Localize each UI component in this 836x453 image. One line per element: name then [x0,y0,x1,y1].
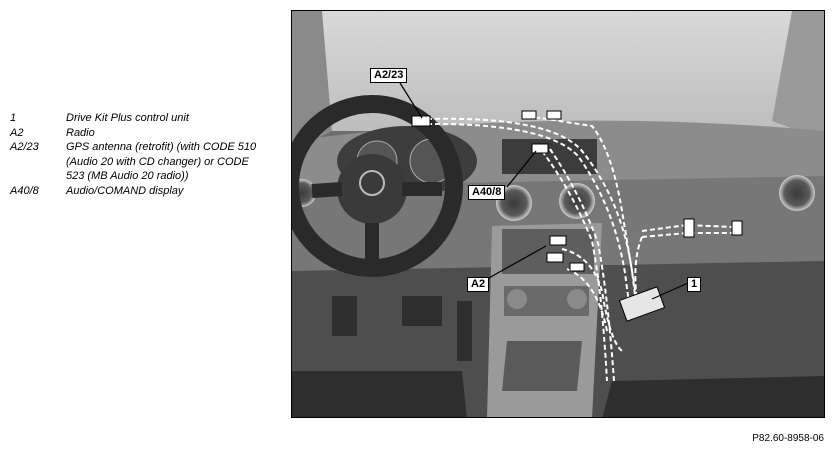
connector [684,219,694,237]
figure-reference: P82.60-8958-06 [752,433,824,444]
steering-hub [337,154,407,224]
storage-tray [502,341,582,391]
callout-a2: A2 [467,277,489,292]
display-screen [502,139,597,174]
connector [547,111,561,119]
connector [732,221,742,235]
vent-right [779,175,815,211]
legend-item [10,140,280,184]
climate-knob [507,289,527,309]
legend-key: A2/23 [10,141,39,153]
callout-a2-23: A2/23 [370,68,407,83]
connector [570,263,584,271]
pedal [457,301,472,361]
legend-text: Drive Kit Plus control unit [66,112,189,124]
pedal [332,296,357,336]
legend-text: Audio/COMAND display [66,184,184,197]
seat-left [292,371,467,418]
connector [532,144,548,153]
legend-key: A40/8 [10,184,39,197]
legend-text: Radio [66,126,95,139]
pedal [402,296,442,326]
legend-item [10,126,280,141]
connector [550,236,566,245]
legend-key: A2 [10,126,24,139]
dashboard-photo [291,10,825,418]
callout-1: 1 [687,277,701,292]
connector [522,111,536,119]
legend-item [10,111,280,126]
vent-center-right [559,183,595,219]
seat-right [602,376,825,418]
legend [10,111,280,198]
connector [547,253,563,262]
legend-item [10,184,280,199]
callout-a40-8: A40/8 [468,185,505,200]
climate-knob [567,289,587,309]
legend-text: GPS antenna (retrofit) (with CODE 510 (Audio 20 with CD changer) or CODE 523 (MB Audio 20 radio)) [66,141,257,182]
legend-key: 1 [10,112,17,124]
